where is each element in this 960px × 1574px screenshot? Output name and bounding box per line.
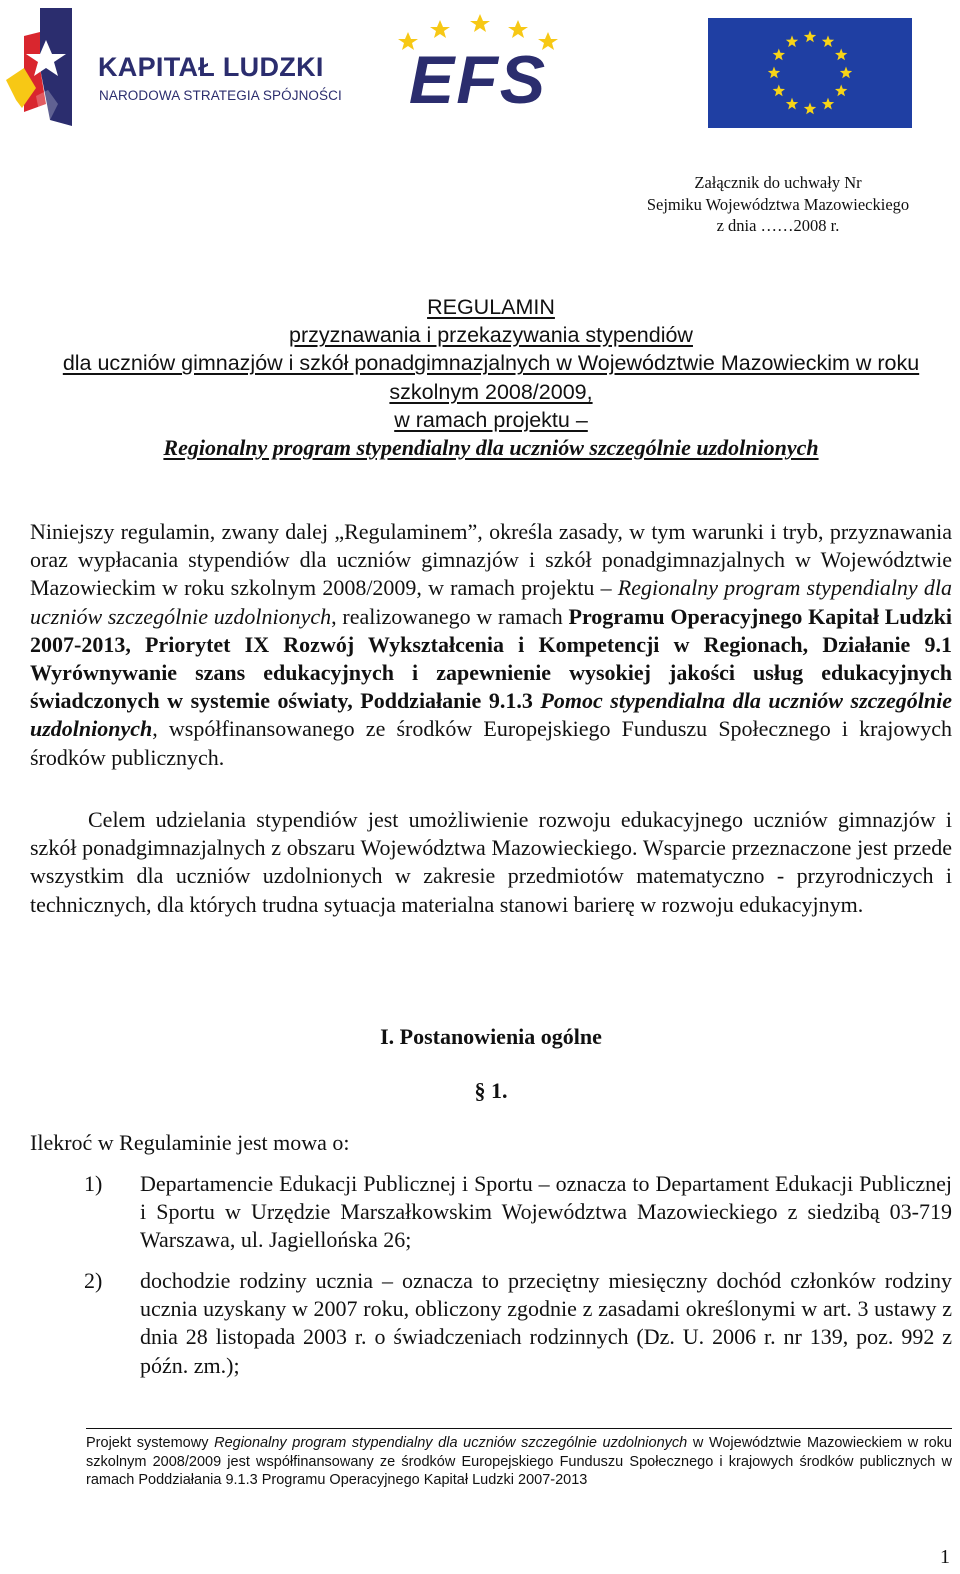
footer-text-2: w Województwie Mazowieckiem w roku szkolnym 2008/2009 jest współfinansowany ze środków Europejskiego Funduszu Społecznego i krajowych środków publicznych w ramach Poddziałania 9.1.3 Programu Operacyjnego Kapitał Ludzki 2007-2013 xyxy=(86,1435,953,1488)
title-line-2: przyznawania i przekazywania stypendiów xyxy=(289,323,693,348)
document-title xyxy=(22,293,960,462)
list-item-number: 2) xyxy=(84,1268,103,1293)
footer-project-name: Regionalny program stypendialny dla uczniów szczególnie uzdolnionych xyxy=(214,1435,688,1451)
title-line-5: w ramach projektu – xyxy=(394,407,588,432)
section-heading: I. Postanowienia ogólne xyxy=(380,1024,602,1049)
intro-paragraph xyxy=(30,518,952,772)
kapital-ludzki-emblem-icon xyxy=(6,8,86,130)
title-line-1: REGULAMIN xyxy=(427,295,555,319)
list-item-text: dochodzie rodziny ucznia – oznacza to przeciętny miesięczny dochód członków rodziny ucznia uzyskany w 2007 roku, obliczony zgodnie z zasadami określonymi w art. 3 ustawy z dnia 28 listopada 2003 r. o świadczeniach rodzinnych (Dz. U. 2006 r. nr 139, poz. 992 z późn. zm.); xyxy=(140,1268,952,1378)
purpose-paragraph: Celem udzielania stypendiów jest umożliwienie rozwoju edukacyjnego uczniów gimnazjów i szkół ponadgimnazjalnych z obszaru Województwa Mazowieckiego. Wsparcie przeznaczone jest przede wszystkim dla uczniów uzdolnionych w zakresie przedmiotów matematyczno - przyrodniczych i technicznych, dla których trudna sytuacja materialna stanowi barierę w rozwoju edukacyjnym. xyxy=(30,807,952,917)
title-line-3: dla uczniów gimnazjów i szkół ponadgimnazjalnych w Województwie Mazowieckim w roku xyxy=(62,351,920,376)
footer-note xyxy=(86,1434,952,1490)
annex-line-3: z dnia ……2008 r. xyxy=(716,216,840,235)
eu-flag-icon xyxy=(708,18,912,128)
intro-measure-name: Pomoc stypendialna dla uczniów szczególnie uzdolnionych xyxy=(30,688,952,742)
page-number: 1 xyxy=(940,1546,950,1568)
intro-project-name: Regionalny program stypendialny dla uczniów szczególnie uzdolnionych xyxy=(30,575,952,629)
kapital-ludzki-subtitle: NARODOWA STRATEGIA SPÓJNOŚCI xyxy=(99,88,342,103)
intro-text-2: , realizowanego w ramach xyxy=(331,603,569,629)
list-item-text: Departamencie Edukacji Publicznej i Sportu – oznacza to Departament Edukacji Publicznej i Sportu w Urzędzie Marszałkowskim Województwa Mazowieckiego z siedzibą 03-719 Warszawa, ul. Jagiellońska 26; xyxy=(140,1171,952,1253)
kapital-ludzki-logo xyxy=(6,8,342,130)
footer-text-1: Projekt systemowy xyxy=(86,1435,215,1451)
definitions-intro: Ilekroć w Regulaminie jest mowa o: xyxy=(30,1130,350,1155)
kapital-ludzki-title: KAPITAŁ LUDZKI xyxy=(98,52,324,82)
paragraph-mark: § 1. xyxy=(474,1078,508,1103)
efs-text: EFS xyxy=(408,42,548,118)
title-line-6: Regionalny program stypendialny dla uczniów szczególnie uzdolnionych xyxy=(163,435,819,461)
intro-text-3: , współfinansowanego ze środków Europejskiego Funduszu Społecznego i krajowych środków publicznych. xyxy=(30,716,952,770)
annex-line-2: Sejmiku Województwa Mazowieckiego xyxy=(646,194,910,214)
efs-logo xyxy=(392,12,564,118)
annex-line-1: Załącznik do uchwały Nr xyxy=(694,173,862,192)
intro-program-name: Programu Operacyjnego Kapitał Ludzki 2007-2013, Priorytet IX Rozwój Wykształcenia i Kompetencji w Regionach, Działanie 9.1 Wyrównywanie szans edukacyjnych i zapewnienie wysokiej jakości usług edukacyjnych świadczonych w systemie oświaty, Poddziałanie 9.1.3 xyxy=(30,603,952,714)
header-logos xyxy=(0,0,960,140)
eu-flag xyxy=(708,18,912,128)
footer-divider xyxy=(86,1428,952,1429)
list-item-number: 1) xyxy=(84,1171,103,1196)
intro-text-1: Niniejszy regulamin, zwany dalej „Regulaminem”, określa zasady, w tym warunki i tryb, przyznawania oraz wypłacania stypendiów dla uczniów gimnazjów i szkół ponadgimnazjalnych w Województwie Mazowieckim w roku szkolnym 2008/2009, w ramach projektu – xyxy=(30,519,952,601)
annex-note xyxy=(618,172,938,237)
title-line-4: szkolnym 2008/2009, xyxy=(389,379,593,404)
